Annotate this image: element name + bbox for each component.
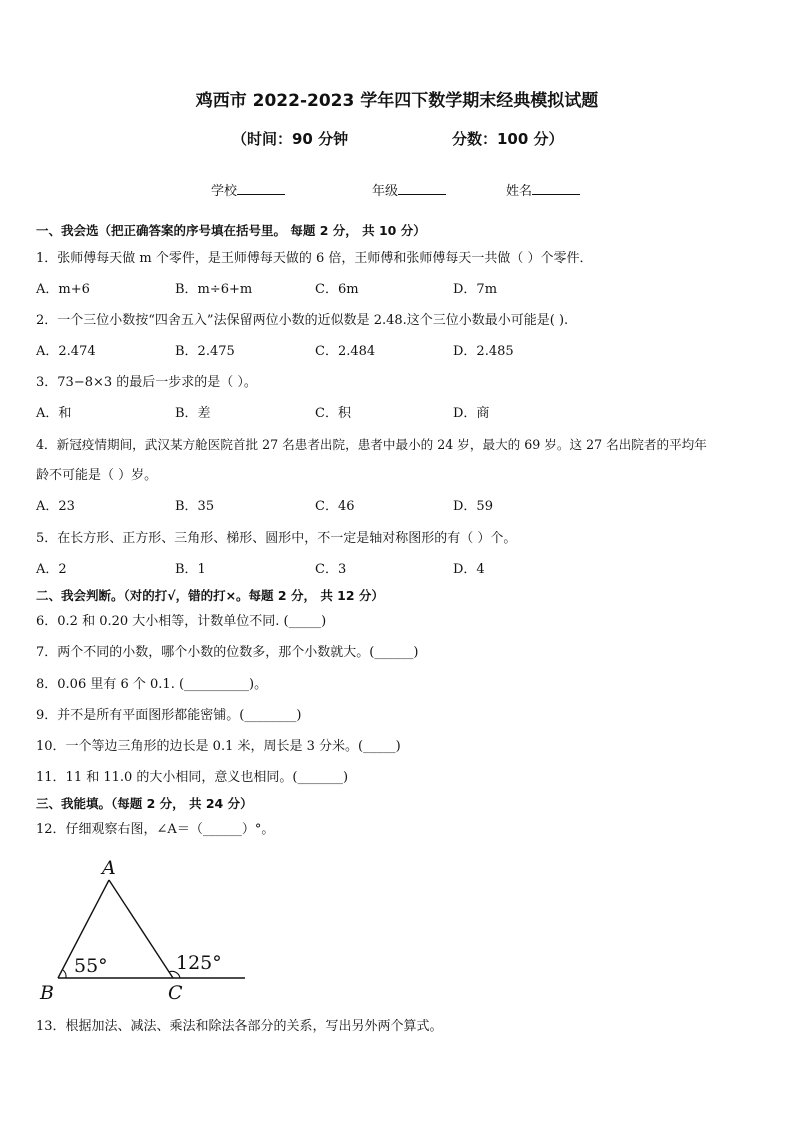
question-1-options bbox=[36, 281, 756, 299]
option-c[interactable]: C．2.484 bbox=[315, 344, 376, 359]
question-12: 12．仔细观察右图，∠A＝（______）°。 bbox=[36, 822, 275, 837]
option-b[interactable]: B．2.475 bbox=[175, 344, 235, 359]
option-d[interactable]: D．2.485 bbox=[453, 344, 514, 359]
judge-item-6: 6．0.2 和 0.20 大小相等，计数单位不同. (_____) bbox=[36, 614, 327, 629]
vertex-a-label: A bbox=[102, 857, 116, 879]
option-d[interactable]: D．4 bbox=[453, 562, 485, 577]
option-a[interactable]: A．m+6 bbox=[36, 282, 90, 297]
school-label: 学校 bbox=[211, 184, 238, 199]
angle-b-label: 55° bbox=[74, 955, 108, 977]
section2-heading: 二、我会判断。（对的打√，错的打×。每题 2 分， 共 12 分） bbox=[36, 588, 384, 603]
judge-item-8: 8．0.06 里有 6 个 0.1. (__________)。 bbox=[36, 677, 268, 692]
side-ac bbox=[109, 880, 173, 978]
judge-item-11: 11．11 和 11.0 的大小相同，意义也相同。(_______) bbox=[36, 770, 349, 785]
option-b[interactable]: B．差 bbox=[175, 406, 211, 421]
vertex-c-label: C bbox=[168, 982, 183, 1004]
school-blank[interactable] bbox=[237, 182, 285, 195]
question-3: 3．73−8×3 的最后一步求的是（ ）。 bbox=[36, 375, 257, 390]
section3-heading: 三、我能填。（每题 2 分， 共 24 分） bbox=[36, 796, 253, 811]
question-5: 5．在长方形、正方形、三角形、梯形、圆形中，不一定是轴对称图形的有（ ）个。 bbox=[36, 531, 517, 546]
option-a[interactable]: A．23 bbox=[36, 499, 75, 514]
option-a[interactable]: A．2.474 bbox=[36, 344, 96, 359]
option-c[interactable]: C．积 bbox=[315, 406, 351, 421]
question-4: 4．新冠疫情期间，武汉某方舱医院首批 27 名患者出院，患者中最小的 24 岁，最大的 69 岁。这 27 名出院者的平均年 bbox=[36, 437, 707, 452]
option-b[interactable]: B．m÷6+m bbox=[175, 282, 253, 297]
vertex-b-label: B bbox=[40, 982, 54, 1004]
name-label: 姓名 bbox=[506, 184, 533, 199]
school-field bbox=[211, 180, 285, 199]
option-d[interactable]: D．7m bbox=[453, 282, 498, 297]
exam-score: 分数：100 分） bbox=[452, 130, 564, 148]
angle-b-arc bbox=[63, 970, 66, 978]
grade-field bbox=[372, 180, 446, 199]
judge-item-9: 9．并不是所有平面图形都能密铺。(________) bbox=[36, 708, 302, 723]
option-a[interactable]: A．和 bbox=[36, 406, 72, 421]
question-1: 1．张师傅每天做 m 个零件，是王师傅每天做的 6 倍，王师傅和张师傅每天一共做（ ）个零件． bbox=[36, 251, 593, 266]
option-b[interactable]: B．1 bbox=[175, 562, 206, 577]
option-a[interactable]: A．2 bbox=[36, 562, 67, 577]
angle-c-label: 125° bbox=[176, 952, 222, 974]
section1-heading: 一、我会选（把正确答案的序号填在括号里。 每题 2 分， 共 10 分） bbox=[36, 223, 426, 238]
exam-meta bbox=[0, 128, 794, 152]
judge-item-10: 10．一个等边三角形的边长是 0.1 米，周长是 3 分米。(_____) bbox=[36, 739, 401, 754]
option-c[interactable]: C．3 bbox=[315, 562, 347, 577]
question-2: 2．一个三位小数按“四舍五入”法保留两位小数的近似数是 2.48.这个三位小数最小可能是( ). bbox=[36, 313, 569, 328]
judge-item-7: 7．两个不同的小数，哪个小数的位数多，那个小数就大。(______) bbox=[36, 645, 419, 660]
question-2-options bbox=[36, 343, 756, 361]
exam-time: （时间：90 分钟 bbox=[232, 130, 349, 148]
option-d[interactable]: D．商 bbox=[453, 406, 490, 421]
question-4-options bbox=[36, 498, 756, 516]
name-blank[interactable] bbox=[532, 182, 580, 195]
option-c[interactable]: C．6m bbox=[315, 282, 359, 297]
question-5-options bbox=[36, 561, 756, 579]
name-field bbox=[506, 180, 580, 199]
question-4-cont: 龄不可能是（ ）岁。 bbox=[36, 468, 158, 483]
option-d[interactable]: D．59 bbox=[453, 499, 493, 514]
triangle-figure bbox=[34, 854, 254, 1006]
question-3-options bbox=[36, 405, 756, 423]
option-c[interactable]: C．46 bbox=[315, 499, 355, 514]
grade-blank[interactable] bbox=[398, 182, 446, 195]
exam-title: 鸡西市 2022-2023 学年四下数学期末经典模拟试题 bbox=[195, 91, 599, 111]
question-13: 13．根据加法、减法、乘法和除法各部分的关系，写出另外两个算式。 bbox=[36, 1019, 443, 1034]
option-b[interactable]: B．35 bbox=[175, 499, 215, 514]
grade-label: 年级 bbox=[372, 184, 399, 199]
